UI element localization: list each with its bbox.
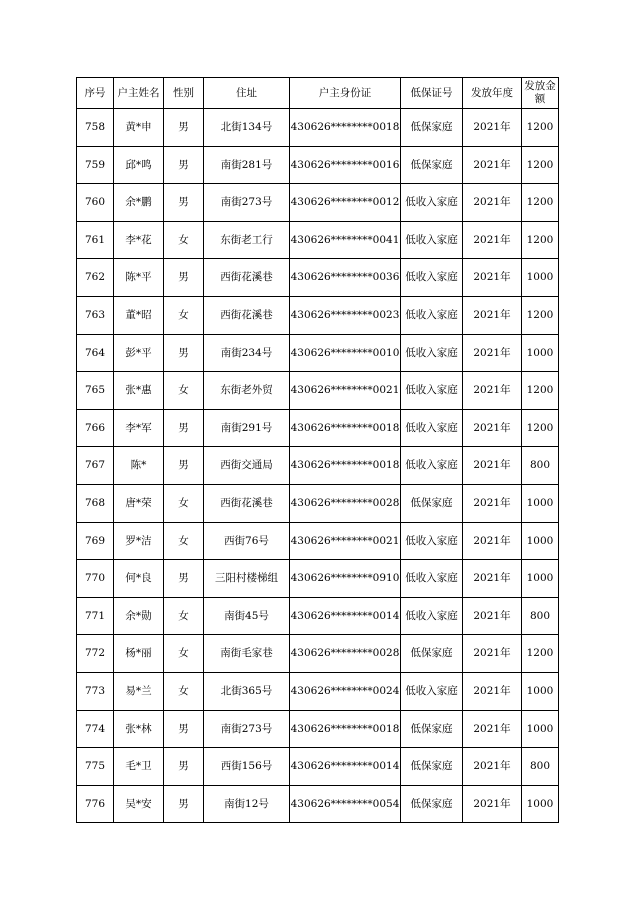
cell-sex: 男 — [164, 334, 204, 372]
cell-amount: 1200 — [522, 146, 559, 184]
cell-year: 2021年 — [463, 372, 522, 410]
cell-id: 430626********0021 — [290, 522, 401, 560]
cell-id: 430626********0021 — [290, 372, 401, 410]
cell-amount: 1000 — [522, 522, 559, 560]
table-row — [77, 372, 559, 410]
table-row — [77, 334, 559, 372]
cell-id: 430626********0018 — [290, 409, 401, 447]
cell-address: 西街交通局 — [204, 447, 290, 485]
header-name: 户主姓名 — [114, 78, 164, 109]
cell-sex: 男 — [164, 748, 204, 786]
cell-id: 430626********0023 — [290, 296, 401, 334]
cell-id: 430626********0041 — [290, 221, 401, 259]
cell-type: 低保家庭 — [401, 635, 463, 673]
cell-name: 何*良 — [114, 560, 164, 598]
cell-type: 低收入家庭 — [401, 672, 463, 710]
table-row — [77, 522, 559, 560]
cell-name: 罗*洁 — [114, 522, 164, 560]
header-amount: 发放金额 — [522, 78, 559, 109]
cell-sex: 男 — [164, 447, 204, 485]
cell-sex: 女 — [164, 597, 204, 635]
cell-id: 430626********0028 — [290, 484, 401, 522]
cell-id: 430626********0014 — [290, 748, 401, 786]
cell-address: 东街老外贸 — [204, 372, 290, 410]
cell-type: 低保家庭 — [401, 785, 463, 823]
header-year: 发放年度 — [463, 78, 522, 109]
cell-amount: 1000 — [522, 334, 559, 372]
cell-name: 董*昭 — [114, 296, 164, 334]
cell-amount: 1000 — [522, 672, 559, 710]
cell-name: 陈*平 — [114, 259, 164, 297]
cell-id: 430626********0016 — [290, 146, 401, 184]
cell-address: 南街45号 — [204, 597, 290, 635]
cell-id: 430626********0010 — [290, 334, 401, 372]
cell-name: 余*鹏 — [114, 184, 164, 222]
cell-amount: 1000 — [522, 259, 559, 297]
cell-sex: 男 — [164, 259, 204, 297]
cell-seq: 770 — [77, 560, 114, 598]
cell-year: 2021年 — [463, 560, 522, 598]
cell-name: 陈* — [114, 447, 164, 485]
cell-name: 李*花 — [114, 221, 164, 259]
cell-id: 430626********0028 — [290, 635, 401, 673]
cell-year: 2021年 — [463, 221, 522, 259]
table-row — [77, 259, 559, 297]
table-row — [77, 635, 559, 673]
table-row — [77, 484, 559, 522]
cell-type: 低收入家庭 — [401, 259, 463, 297]
table-row — [77, 785, 559, 823]
table-row — [77, 672, 559, 710]
cell-sex: 男 — [164, 409, 204, 447]
cell-address: 西街花溪巷 — [204, 296, 290, 334]
cell-amount: 800 — [522, 748, 559, 786]
cell-type: 低保家庭 — [401, 146, 463, 184]
cell-type: 低收入家庭 — [401, 184, 463, 222]
table-row — [77, 184, 559, 222]
cell-amount: 800 — [522, 597, 559, 635]
cell-seq: 758 — [77, 109, 114, 147]
cell-year: 2021年 — [463, 409, 522, 447]
cell-sex: 男 — [164, 109, 204, 147]
cell-address: 三阳村楼梯组 — [204, 560, 290, 598]
cell-name: 余*勋 — [114, 597, 164, 635]
cell-name: 张*林 — [114, 710, 164, 748]
cell-address: 南街毛家巷 — [204, 635, 290, 673]
cell-seq: 762 — [77, 259, 114, 297]
cell-address: 西街76号 — [204, 522, 290, 560]
cell-type: 低保家庭 — [401, 109, 463, 147]
cell-address: 南街12号 — [204, 785, 290, 823]
cell-seq: 763 — [77, 296, 114, 334]
table-row — [77, 560, 559, 598]
cell-sex: 女 — [164, 484, 204, 522]
table-header-row — [77, 78, 559, 109]
cell-year: 2021年 — [463, 447, 522, 485]
cell-name: 唐*荣 — [114, 484, 164, 522]
table-row — [77, 710, 559, 748]
cell-id: 430626********0910 — [290, 560, 401, 598]
cell-year: 2021年 — [463, 109, 522, 147]
cell-sex: 男 — [164, 785, 204, 823]
cell-seq: 771 — [77, 597, 114, 635]
cell-address: 南街273号 — [204, 710, 290, 748]
cell-type: 低收入家庭 — [401, 221, 463, 259]
cell-year: 2021年 — [463, 597, 522, 635]
cell-address: 北街365号 — [204, 672, 290, 710]
cell-name: 杨*丽 — [114, 635, 164, 673]
cell-seq: 772 — [77, 635, 114, 673]
cell-id: 430626********0014 — [290, 597, 401, 635]
table-body — [77, 109, 559, 823]
cell-amount: 1200 — [522, 635, 559, 673]
table-row — [77, 748, 559, 786]
document-page — [76, 77, 558, 823]
cell-address: 南街281号 — [204, 146, 290, 184]
cell-sex: 男 — [164, 560, 204, 598]
cell-sex: 女 — [164, 522, 204, 560]
cell-type: 低收入家庭 — [401, 597, 463, 635]
cell-seq: 767 — [77, 447, 114, 485]
cell-address: 西街156号 — [204, 748, 290, 786]
cell-address: 南街273号 — [204, 184, 290, 222]
cell-sex: 男 — [164, 710, 204, 748]
cell-amount: 1200 — [522, 184, 559, 222]
cell-seq: 764 — [77, 334, 114, 372]
cell-amount: 1000 — [522, 710, 559, 748]
cell-seq: 773 — [77, 672, 114, 710]
cell-amount: 1000 — [522, 484, 559, 522]
cell-type: 低收入家庭 — [401, 372, 463, 410]
cell-year: 2021年 — [463, 672, 522, 710]
cell-amount: 800 — [522, 447, 559, 485]
cell-year: 2021年 — [463, 748, 522, 786]
cell-name: 张*惠 — [114, 372, 164, 410]
cell-type: 低收入家庭 — [401, 409, 463, 447]
cell-type: 低收入家庭 — [401, 522, 463, 560]
cell-year: 2021年 — [463, 522, 522, 560]
cell-name: 易*兰 — [114, 672, 164, 710]
subsidy-table — [76, 77, 559, 823]
cell-name: 邱*鸣 — [114, 146, 164, 184]
cell-sex: 女 — [164, 296, 204, 334]
cell-sex: 男 — [164, 184, 204, 222]
cell-name: 彭*平 — [114, 334, 164, 372]
cell-id: 430626********0018 — [290, 447, 401, 485]
cell-amount: 1000 — [522, 785, 559, 823]
cell-seq: 774 — [77, 710, 114, 748]
cell-year: 2021年 — [463, 785, 522, 823]
cell-year: 2021年 — [463, 184, 522, 222]
cell-seq: 759 — [77, 146, 114, 184]
cell-year: 2021年 — [463, 484, 522, 522]
cell-amount: 1200 — [522, 221, 559, 259]
cell-type: 低收入家庭 — [401, 296, 463, 334]
cell-seq: 765 — [77, 372, 114, 410]
table-row — [77, 597, 559, 635]
cell-name: 吴*安 — [114, 785, 164, 823]
cell-year: 2021年 — [463, 259, 522, 297]
cell-name: 毛*卫 — [114, 748, 164, 786]
cell-type: 低收入家庭 — [401, 334, 463, 372]
cell-year: 2021年 — [463, 296, 522, 334]
table-row — [77, 109, 559, 147]
cell-year: 2021年 — [463, 710, 522, 748]
cell-sex: 女 — [164, 372, 204, 410]
cell-address: 南街291号 — [204, 409, 290, 447]
cell-sex: 男 — [164, 146, 204, 184]
cell-type: 低保家庭 — [401, 748, 463, 786]
cell-id: 430626********0012 — [290, 184, 401, 222]
cell-id: 430626********0054 — [290, 785, 401, 823]
cell-amount: 1200 — [522, 109, 559, 147]
cell-name: 黄*申 — [114, 109, 164, 147]
cell-address: 西街花溪巷 — [204, 259, 290, 297]
cell-seq: 768 — [77, 484, 114, 522]
table-row — [77, 447, 559, 485]
header-id: 户主身份证 — [290, 78, 401, 109]
cell-type: 低收入家庭 — [401, 447, 463, 485]
table-row — [77, 221, 559, 259]
cell-seq: 760 — [77, 184, 114, 222]
cell-type: 低保家庭 — [401, 484, 463, 522]
cell-amount: 1000 — [522, 560, 559, 598]
cell-year: 2021年 — [463, 146, 522, 184]
cell-id: 430626********0036 — [290, 259, 401, 297]
table-row — [77, 146, 559, 184]
cell-id: 430626********0018 — [290, 109, 401, 147]
table-row — [77, 296, 559, 334]
cell-amount: 1200 — [522, 372, 559, 410]
header-address: 住址 — [204, 78, 290, 109]
cell-id: 430626********0018 — [290, 710, 401, 748]
cell-seq: 775 — [77, 748, 114, 786]
cell-address: 东街老工行 — [204, 221, 290, 259]
cell-sex: 女 — [164, 672, 204, 710]
header-sex: 性别 — [164, 78, 204, 109]
header-seq: 序号 — [77, 78, 114, 109]
cell-seq: 766 — [77, 409, 114, 447]
cell-type: 低保家庭 — [401, 710, 463, 748]
cell-sex: 女 — [164, 221, 204, 259]
cell-id: 430626********0024 — [290, 672, 401, 710]
cell-name: 李*军 — [114, 409, 164, 447]
cell-sex: 女 — [164, 635, 204, 673]
cell-address: 西街花溪巷 — [204, 484, 290, 522]
cell-year: 2021年 — [463, 635, 522, 673]
cell-seq: 761 — [77, 221, 114, 259]
cell-year: 2021年 — [463, 334, 522, 372]
cell-seq: 769 — [77, 522, 114, 560]
table-row — [77, 409, 559, 447]
cell-amount: 1200 — [522, 296, 559, 334]
header-type: 低保证号 — [401, 78, 463, 109]
cell-address: 北街134号 — [204, 109, 290, 147]
cell-seq: 776 — [77, 785, 114, 823]
cell-amount: 1200 — [522, 409, 559, 447]
cell-address: 南街234号 — [204, 334, 290, 372]
cell-type: 低收入家庭 — [401, 560, 463, 598]
